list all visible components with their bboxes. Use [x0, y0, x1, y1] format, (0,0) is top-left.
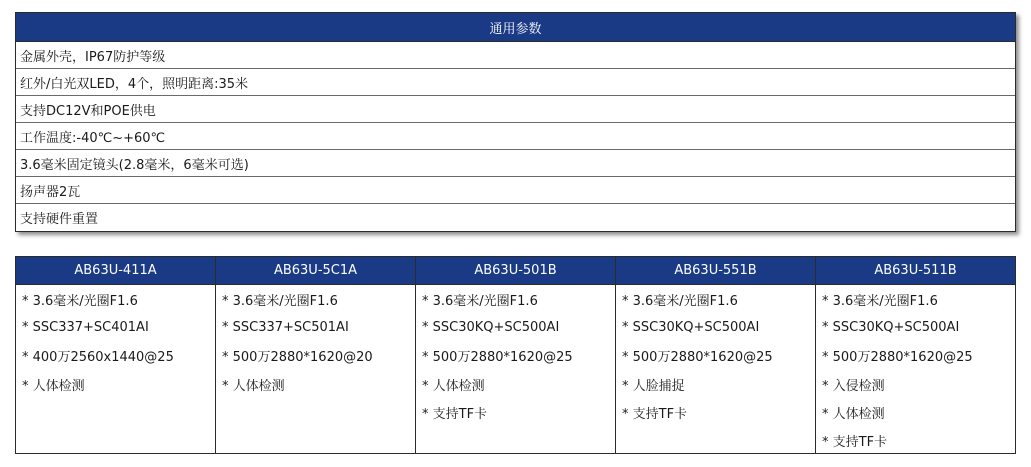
model-feature: * 500万2880*1620@25 [822, 350, 973, 366]
general-param-row: 红外/白光双LED，4个，照明距离:35米 [16, 69, 1015, 96]
model-feature: * 支持TF卡 [622, 406, 688, 422]
model-feature: * 支持TF卡 [822, 435, 888, 451]
model-feature-list [616, 285, 815, 426]
models-table [15, 256, 1016, 454]
model-feature: * 3.6毫米/光圈F1.6 [822, 293, 938, 309]
model-feature: * SSC337+SC501AI [222, 319, 349, 335]
general-param-row: 支持硬件重置 [20, 212, 99, 227]
model-name-header: AB63U-411A [16, 257, 215, 285]
model-column [616, 257, 816, 453]
model-feature-list [816, 285, 1015, 455]
model-feature-list [416, 285, 615, 426]
model-feature: * 入侵检测 [822, 378, 885, 394]
model-feature-list [16, 285, 215, 398]
model-feature: * 3.6毫米/光圈F1.6 [222, 293, 338, 309]
model-name-header: AB63U-511B [816, 257, 1015, 285]
model-feature: * 支持TF卡 [422, 406, 488, 422]
model-feature: * 500万2880*1620@25 [422, 350, 573, 366]
model-feature: * SSC337+SC401AI [22, 319, 149, 335]
model-feature: * 人体检测 [222, 378, 285, 394]
general-params-header: 通用参数 [16, 13, 1015, 42]
general-param-row: 支持DC12V和POE供电 [16, 96, 1015, 123]
model-feature: * 3.6毫米/光圈F1.6 [22, 293, 138, 309]
general-param-row: 扬声器2瓦 [16, 177, 1015, 204]
model-feature: * 人体检测 [422, 378, 485, 394]
model-feature: * SSC30KQ+SC500AI [622, 319, 760, 335]
model-feature: * 500万2880*1620@20 [222, 350, 373, 366]
model-column [16, 257, 216, 453]
model-feature: * 500万2880*1620@25 [622, 350, 773, 366]
general-param-row: 3.6毫米固定镜头(2.8毫米，6毫米可选) [16, 150, 1015, 177]
model-column [216, 257, 416, 453]
general-param-row: 工作温度:-40℃~+60℃ [16, 123, 1015, 150]
model-feature: * 人体检测 [822, 406, 885, 422]
model-feature: * SSC30KQ+SC500AI [822, 319, 960, 335]
model-column [416, 257, 616, 453]
model-feature: * 人脸捕捉 [622, 378, 685, 394]
model-name-header: AB63U-5C1A [216, 257, 415, 285]
general-params-table [15, 12, 1016, 232]
general-param-row: 金属外壳，IP67防护等级 [16, 42, 1015, 69]
model-name-header: AB63U-551B [616, 257, 815, 285]
model-name-header: AB63U-501B [416, 257, 615, 285]
model-feature: * SSC30KQ+SC500AI [422, 319, 560, 335]
model-feature: * 3.6毫米/光圈F1.6 [622, 293, 738, 309]
model-feature: * 人体检测 [22, 378, 85, 394]
model-column [816, 257, 1015, 453]
model-feature: * 400万2560x1440@25 [22, 350, 174, 366]
model-feature: * 3.6毫米/光圈F1.6 [422, 293, 538, 309]
model-feature-list [216, 285, 415, 398]
